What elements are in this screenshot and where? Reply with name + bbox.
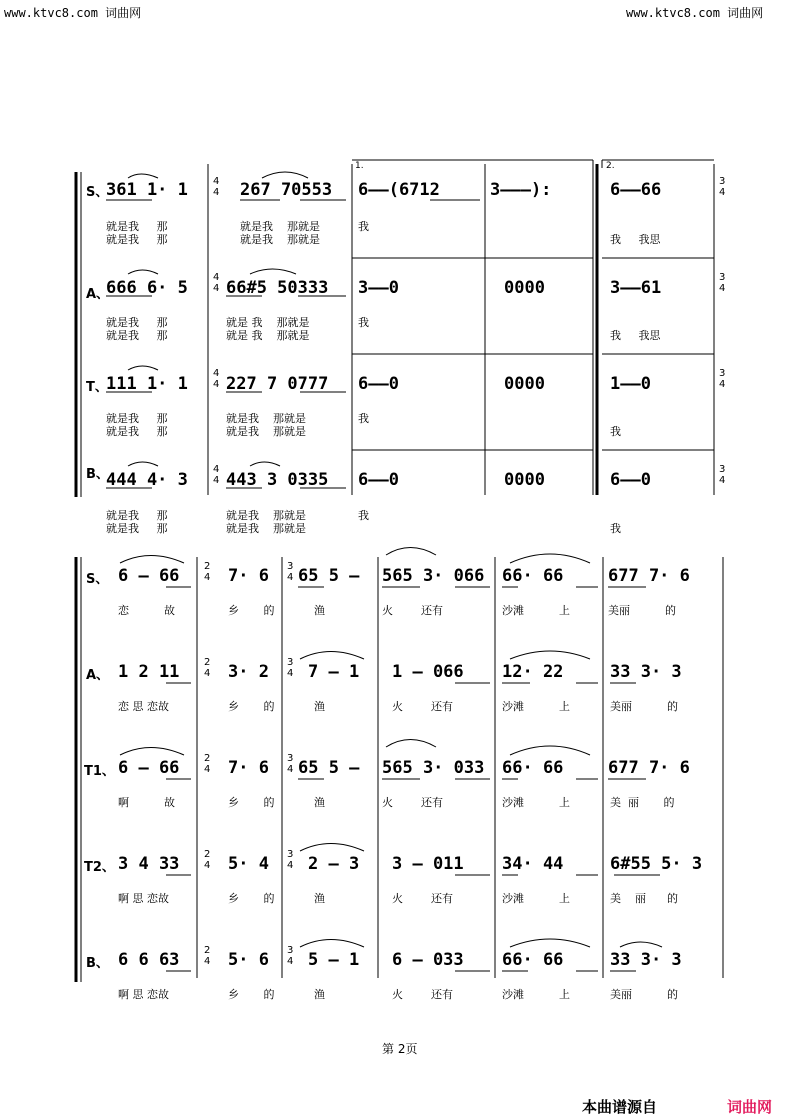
lyric: 我 [610, 425, 621, 438]
lyric: 恋 思 恋故 [118, 700, 169, 713]
lyric: 渔 [314, 892, 325, 905]
voice-label: S、 [86, 185, 109, 200]
measure-notes: 1 2 11 [118, 662, 180, 682]
lyric: 就是我 那 [106, 329, 168, 342]
lyric: 我 [358, 316, 369, 329]
lyric: 就是我 那就是 [226, 522, 306, 535]
time-signature-3-4: 3 4 [719, 272, 726, 294]
lyric: 渔 [314, 604, 325, 617]
measure-notes: 5· 4 [228, 854, 269, 874]
voice-label: T1、 [84, 764, 115, 779]
measure-notes: 33 3· 3 [610, 950, 682, 970]
lyric: 我 [358, 412, 369, 425]
measure-notes: 2 — 3 [308, 854, 360, 874]
measure-notes: 6 — 033 [392, 950, 464, 970]
lyric: 就是我 那 [106, 220, 168, 233]
voice-label: A、 [86, 287, 110, 302]
voice-label: B、 [86, 956, 109, 971]
lyric: 就是我 那就是 [226, 412, 306, 425]
measure-notes: 111 1· 1 [106, 374, 188, 394]
lyric: 渔 [314, 700, 325, 713]
measure-notes: 6 — 66 [118, 758, 180, 778]
measure-notes: 7 — 1 [308, 662, 360, 682]
time-signature-3-4: 3 4 [719, 464, 726, 486]
time-signature-3-4: 3 4 [287, 849, 294, 871]
lyric: 就是我 那就是 [226, 425, 306, 438]
measure-notes: 0000 [504, 470, 545, 490]
time-signature-3-4: 3 4 [719, 176, 726, 198]
measure-notes: 6——0 [358, 470, 399, 490]
time-signature-2-4: 2 4 [204, 753, 211, 775]
measure-notes: 7· 6 [228, 566, 269, 586]
lyric: 啊 思 恋故 [118, 892, 169, 905]
measure-notes: 65 5 — [298, 566, 360, 586]
measure-notes: 5· 6 [228, 950, 269, 970]
measure-notes: 3 4 33 [118, 854, 180, 874]
measure-notes: 3 — 011 [392, 854, 464, 874]
time-signature-4-4: 4 4 [213, 272, 220, 294]
lyric: 啊 故 [118, 796, 175, 809]
lyric: 乡 的 [228, 604, 275, 617]
voice-label: B、 [86, 467, 109, 482]
measure-notes: 6 6 63 [118, 950, 180, 970]
measure-notes: 5 — 1 [308, 950, 360, 970]
measure-notes: 6 — 66 [118, 566, 180, 586]
lyric: 渔 [314, 988, 325, 1001]
measure-notes: 3———): [490, 180, 552, 200]
measure-notes: 6#55 5· 3 [610, 854, 703, 874]
lyric: 火 还有 [392, 892, 453, 905]
lyric: 啊 思 恋故 [118, 988, 169, 1001]
measure-notes: 34· 44 [502, 854, 564, 874]
measure-notes: 267 70553 [240, 180, 333, 200]
voice-label: S、 [86, 572, 109, 587]
measure-notes: 66· 66 [502, 758, 564, 778]
footer-source-label: 本曲谱源自 [582, 1098, 658, 1116]
lyric: 就是我 那 [106, 509, 168, 522]
lyric: 恋 故 [118, 604, 175, 617]
measure-notes: 6——(6712 [358, 180, 440, 200]
lyric: 乡 的 [228, 700, 275, 713]
time-signature-3-4: 3 4 [287, 753, 294, 775]
time-signature-2-4: 2 4 [204, 945, 211, 967]
lyric: 沙滩 上 [502, 892, 570, 905]
lyric: 美 丽 的 [610, 796, 675, 809]
lyric: 火 还有 [382, 604, 443, 617]
time-signature-2-4: 2 4 [204, 561, 211, 583]
measure-notes: 443 3 0335 [226, 470, 329, 490]
measure-notes: 677 7· 6 [608, 758, 690, 778]
lyric: 火 还有 [392, 700, 453, 713]
page-number: 第 2页 [382, 1042, 418, 1056]
lyric: 我 [358, 220, 369, 233]
lyric: 我 [358, 509, 369, 522]
lyric: 美 丽 的 [610, 892, 678, 905]
measure-notes: 0000 [504, 374, 545, 394]
measure-notes: 12· 22 [502, 662, 564, 682]
measure-notes: 565 3· 066 [382, 566, 485, 586]
measure-notes: 666 6· 5 [106, 278, 188, 298]
lyric: 就是我 那就是 [226, 509, 306, 522]
lyric: 美丽 的 [610, 988, 678, 1001]
lyric: 就是我 那 [106, 233, 168, 246]
lyric: 我 我思 [610, 233, 661, 246]
measure-notes: 3——61 [610, 278, 662, 298]
voice-label: T、 [86, 380, 108, 395]
lyric: 沙滩 上 [502, 988, 570, 1001]
measure-notes: 66#5 50333 [226, 278, 329, 298]
measure-notes: 677 7· 6 [608, 566, 690, 586]
measure-notes: 444 4· 3 [106, 470, 188, 490]
measure-notes: 227 7 0777 [226, 374, 329, 394]
measure-notes: 6——0 [358, 374, 399, 394]
lyric: 就是 我 那就是 [226, 316, 310, 329]
lyric: 就是我 那 [106, 412, 168, 425]
lyric: 美丽 的 [610, 700, 678, 713]
header-right-watermark: www.ktvc8.com 词曲网 [626, 6, 764, 20]
time-signature-4-4: 4 4 [213, 176, 220, 198]
volta-2-label: 2. [606, 161, 615, 171]
lyric: 沙滩 上 [502, 700, 570, 713]
measure-notes: 7· 6 [228, 758, 269, 778]
measure-notes: 3——0 [358, 278, 399, 298]
measure-notes: 33 3· 3 [610, 662, 682, 682]
voice-label: T2、 [84, 860, 115, 875]
measure-notes: 66· 66 [502, 566, 564, 586]
header-left-watermark: www.ktvc8.com 词曲网 [4, 6, 142, 20]
measure-notes: 3· 2 [228, 662, 269, 682]
measure-notes: 6——66 [610, 180, 662, 200]
time-signature-2-4: 2 4 [204, 849, 211, 871]
time-signature-4-4: 4 4 [213, 368, 220, 390]
lyric: 我 我思 [610, 329, 661, 342]
lyric: 美丽 的 [608, 604, 676, 617]
measure-notes: 65 5 — [298, 758, 360, 778]
time-signature-3-4: 3 4 [287, 561, 294, 583]
lyric: 渔 [314, 796, 325, 809]
volta-1-label: 1. [355, 161, 364, 171]
measure-notes: 1——0 [610, 374, 651, 394]
time-signature-4-4: 4 4 [213, 464, 220, 486]
measure-notes: 361 1· 1 [106, 180, 188, 200]
measure-notes: 1 — 066 [392, 662, 464, 682]
lyric: 我 [610, 522, 621, 535]
lyric: 就是我 那 [106, 522, 168, 535]
lyric: 火 还有 [382, 796, 443, 809]
time-signature-2-4: 2 4 [204, 657, 211, 679]
time-signature-3-4: 3 4 [719, 368, 726, 390]
lyric: 乡 的 [228, 988, 275, 1001]
lyric: 就是 我 那就是 [226, 329, 310, 342]
lyric: 沙滩 上 [502, 604, 570, 617]
lyric: 就是我 那 [106, 425, 168, 438]
footer-site-logo[interactable]: 词曲网 [727, 1098, 773, 1116]
lyric: 火 还有 [392, 988, 453, 1001]
measure-notes: 66· 66 [502, 950, 564, 970]
voice-label: A、 [86, 668, 110, 683]
lyric: 就是我 那 [106, 316, 168, 329]
time-signature-3-4: 3 4 [287, 945, 294, 967]
lyric: 就是我 那就是 [240, 220, 320, 233]
time-signature-3-4: 3 4 [287, 657, 294, 679]
lyric: 乡 的 [228, 796, 275, 809]
lyric: 沙滩 上 [502, 796, 570, 809]
lyric: 就是我 那就是 [240, 233, 320, 246]
measure-notes: 6——0 [610, 470, 651, 490]
lyric: 乡 的 [228, 892, 275, 905]
measure-notes: 565 3· 033 [382, 758, 485, 778]
measure-notes: 0000 [504, 278, 545, 298]
